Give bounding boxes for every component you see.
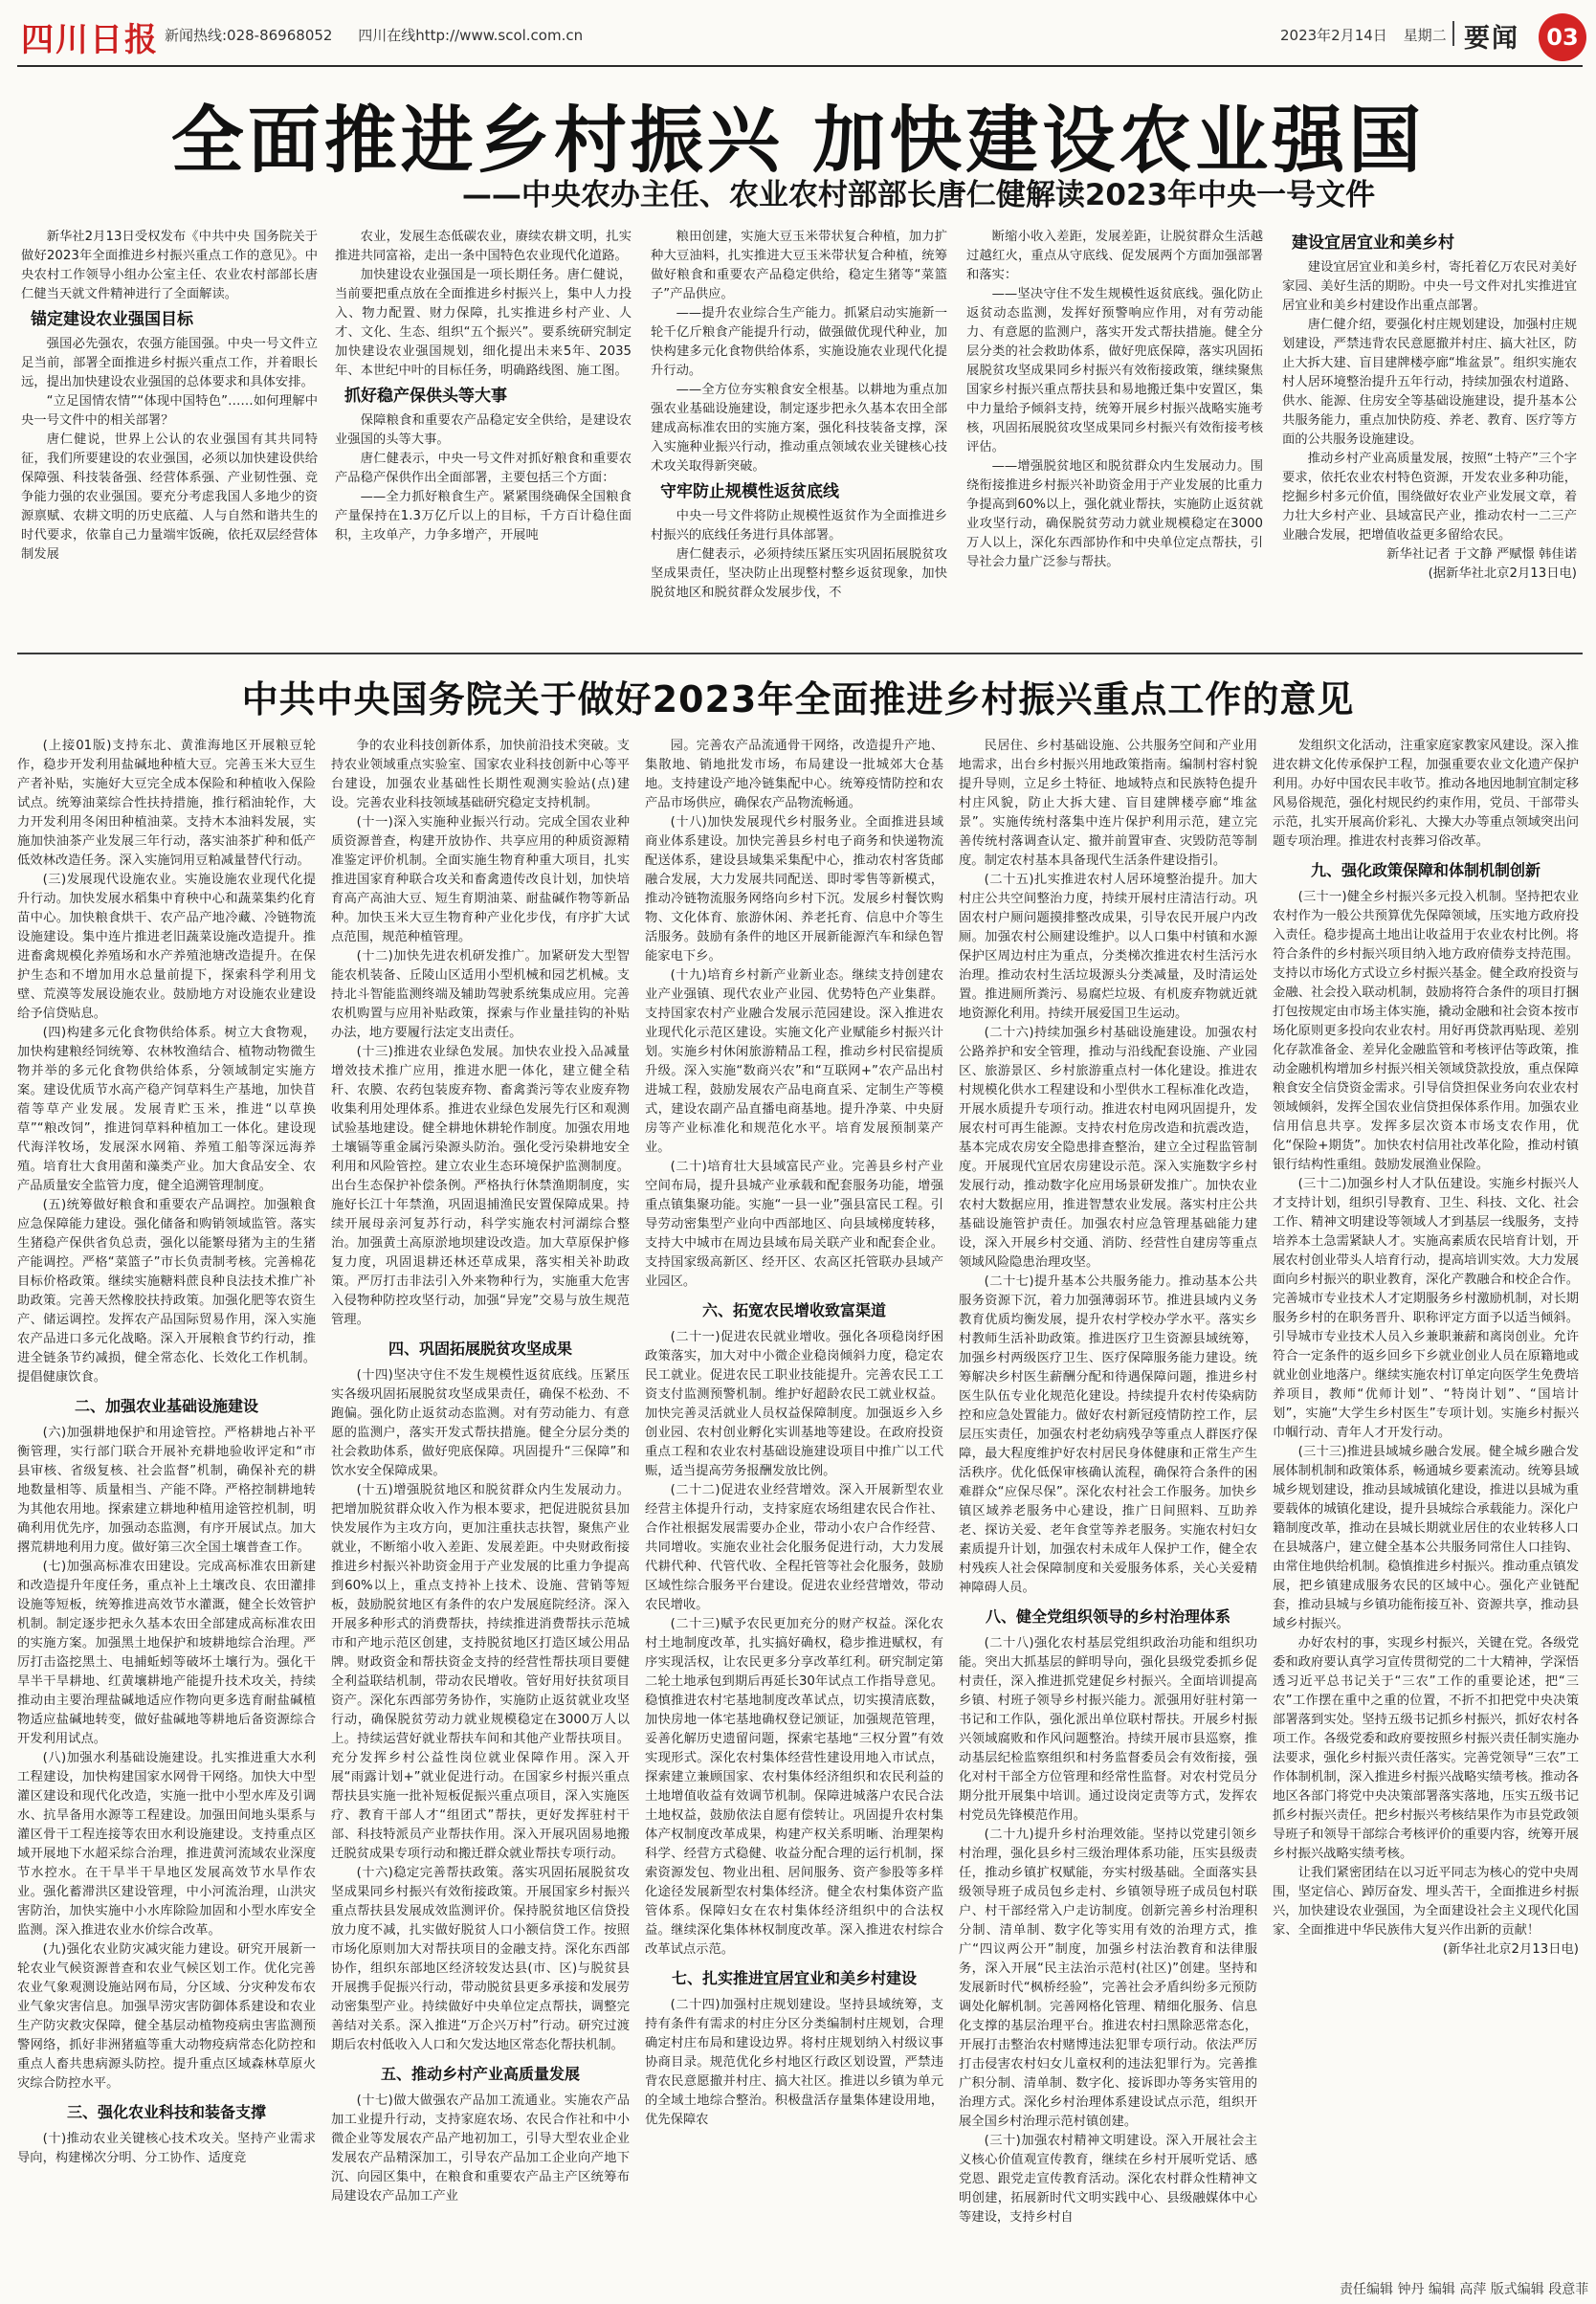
lead-section-heading: 建设宜居宜业和美乡村 (1292, 233, 1454, 253)
page-number-badge: 03 (1539, 13, 1586, 61)
masthead (0, 0, 1596, 69)
doc-paragraph: (二十八)强化农村基层党组织政治功能和组织功能。突出大抓基层的鲜明导向，强化县级党委抓乡促村责任，深入推进抓党建促乡村振兴。全面培训提高乡镇、村班子领导乡村振兴能力。派强用好驻村第一书记和工作队，强化派出单位联村帮扶。开展乡村振兴领域腐败和作风问题整治。持续开展市县巡察，推动基层纪检监察组织和村务监督委员会有效衔接，强化对村干部全方位管理和经常性监督。对农村党员分期分批开展集中培训。通过设岗定责等方式，发挥农村党员先锋模范作用。 (959, 1636, 1257, 1823)
doc-paragraph: (二十)培育壮大县域富民产业。完善县乡村产业空间布局，提升县城产业承载和配套服务功能，增强重点镇集聚功能。实施“一县一业”强县富民工程。引导劳动密集型产业向中西部地区、向县域梯度转移，支持大中城市在周边县域布局关联产业和配套企业。支持国家级高新区、经开区、农高区托管联办县域产业园区。 (645, 1160, 943, 1289)
doc-section-heading: 二、加强农业基础设施建设 (74, 1397, 258, 1415)
doc-paragraph: (上接01版)支持东北、黄淮海地区开展粮豆轮作，稳步开发利用盐碱地种植大豆。完善玉米大豆生产者补贴，实施好大豆完全成本保险和种植收入保险试点。统筹油菜综合性扶持措施，推行稻油轮作，大力开发利用冬闲田种植油菜。支持木本油料发展，实施加快油茶产业发展三年行动，落实油茶扩种和低产低效林改造任务。深入实施饲用豆粕减量替代行动。 (17, 739, 316, 868)
doc-paragraph: (二十九)提升乡村治理效能。坚持以党建引领乡村治理，强化县乡村三级治理体系功能，压实县级责任，推动乡镇扩权赋能，夯实村级基础。全面落实县级领导班子成员包乡走村、乡镇领导班子成员包村联户、村干部经常入户走访制度。创新完善乡村治理积分制、清单制、数字化等实用有效的治理方式，推广“四议两公开”制度，加强乡村法治教育和法律服务，深入开展“民主法治示范村(社区)”创建。坚持和发展新时代“枫桥经验”，完善社会矛盾纠纷多元预防调处化解机制。完善网格化管理、精细化服务、信息化支撑的基层治理平台。推进农村扫黑除恶常态化，开展打击整治农村赌博违法犯罪专项行动。依法严厉打击侵害农村妇女儿童权利的违法犯罪行为。完善推广积分制、清单制、数字化、接诉即办等务实管用的治理方式。深化乡村治理体系建设试点示范，组织开展全国乡村治理示范村镇创建。 (959, 1828, 1257, 2129)
lead-paragraph: 建设宜居宜业和美乡村，寄托着亿万农民对美好家园、美好生活的期盼。中央一号文件对扎实推进宜居宜业和美乡村建设作出重点部署。 (1282, 260, 1577, 313)
doc-paragraph: 办好农村的事，实现乡村振兴，关键在党。各级党委和政府要认真学习宣传贯彻党的二十大精神，学深悟透习近平总书记关于“三农”工作的重要论述，把“三农”工作摆在重中之重的位置，不折不扣把党中央决策部署落到实处。坚持五级书记抓乡村振兴，抓好农村各项工作。各级党委和政府要按照乡村振兴责任制实施办法要求，强化乡村振兴责任落实。完善党领导“三农”工作体制机制，深入推进乡村振兴战略实绩考核。推动各地区各部门将党中央决策部署落实落地，压实五级书记抓乡村振兴责任。把乡村振兴考核结果作为市县党政领导班子和领导干部综合考核评价的重要内容，统筹开展乡村振兴战略实绩考核。 (1273, 1636, 1579, 1861)
lead-paragraph: 加快建设农业强国是一项长期任务。唐仁健说，当前要把重点放在全面推进乡村振兴上，集中人力投入、物力配置、财力保障，扎实推进乡村产业、人才、文化、生态、组织“五个振兴”。要系统研究制定加快建设农业强国规划，细化提出未来5年、2035年、本世纪中叶的目标任务，明确路线图、施工图。 (335, 268, 632, 378)
doc-paragraph: 让我们紧密团结在以习近平同志为核心的党中央周围，坚定信心、踔厉奋发、埋头苦干，全面推进乡村振兴，加快建设农业强国，为全面建设社会主义现代化国家、全面推进中华民族伟大复兴作出新的贡献！ (1273, 1866, 1579, 1938)
dateline-source: (据新华社北京2月13日电) (1428, 566, 1577, 581)
doc-column-1 (17, 737, 316, 2271)
lead-paragraph: ——全方位夯实粮食安全根基。以耕地为重点加强农业基础设施建设，制定逐步把永久基本农田全部建成高标准农田的实施方案，强化科技装备支撑，深入实施种业振兴行动，推动重点领域农业关键核心技术攻关取得新突破。 (651, 383, 947, 474)
doc-paragraph: (二十七)提升基本公共服务能力。推动基本公共服务资源下沉，着力加强薄弱环节。推进县域内义务教育优质均衡发展，提升农村学校办学水平。落实乡村教师生活补助政策。推进医疗卫生资源县域统筹，加强乡村两级医疗卫生、医疗保障服务能力建设。统筹解决乡村医生薪酬分配和待遇保障问题，推进乡村医生队伍专业化规范化建设。持续提升农村传染病防控和应急处置能力。做好农村新冠疫情防控工作，层层压实责任，加强农村老幼病残孕等重点人群医疗保障，最大程度维护好农村居民身体健康和正常生产生活秩序。优化低保审核确认流程，确保符合条件的困难群众“应保尽保”。深化农村社会工作服务。加快乡镇区域养老服务中心建设，推广日间照料、互助养老、探访关爱、老年食堂等养老服务。实施农村妇女素质提升计划，加强农村未成年人保护工作，健全农村残疾人社会保障制度和关爱服务体系，关心关爱精神障碍人员。 (959, 1274, 1257, 1595)
lead-paragraph: 唐仁健表示，必须持续压紧压实巩固拓展脱贫攻坚成果责任，坚决防止出现整村整乡返贫现象，加快脱贫地区和脱贫群众发展步伐，不 (651, 547, 947, 600)
doc-paragraph: 发组织文化活动，注重家庭家教家风建设。深入推进农耕文化传承保护工程，加强重要农业文化遗产保护利用。办好中国农民丰收节。推动各地因地制宜制定移风易俗规范，强化村规民约约束作用，党员、干部带头示范，扎实开展高价彩礼、大操大办等重点领域突出问题专项治理。推进农村丧葬习俗改革。 (1273, 739, 1579, 849)
doc-paragraph: (三十三)推进县域城乡融合发展。健全城乡融合发展体制机制和政策体系，畅通城乡要素流动。统筹县域城乡规划建设，推动县域城镇化建设，推进以县城为重要载体的城镇化建设，提升县城综合承载能力。深化户籍制度改革，推动在县城长期就业居住的农业转移人口在县城落户，建立健全基本公共服务同常住人口挂钩、由常住地供给机制。稳慎推进乡村振兴。推动重点镇发展，把乡镇建成服务农民的区域中心。强化产业链配套，推动县城与乡镇功能衔接互补、资源共享，推动县域乡村振兴。 (1273, 1445, 1579, 1631)
lead-column-1 (21, 228, 318, 641)
doc-paragraph: (二十三)赋予农民更加充分的财产权益。深化农村土地制度改革，扎实搞好确权，稳步推进赋权，有序实现活权，让农民更多分享改革红利。研究制定第二轮土地承包到期后再延长30年试点工作指导意见。稳慎推进农村宅基地制度改革试点，切实摸清底数，加快房地一体宅基地确权登记颁证，加强规范管理，妥善化解历史遗留问题，探索宅基地“三权分置”有效实现形式。深化农村集体经营性建设用地入市试点，探索建立兼顾国家、农村集体经济组织和农民利益的土地增值收益有效调节机制。保障进城落户农民合法土地权益，鼓励依法自愿有偿转让。巩固提升农村集体产权制度改革成果，构建产权关系明晰、治理架构科学、经营方式稳健、收益分配合理的运行机制，探索资源发包、物业出租、居间服务、资产参股等多样化途径发展新型农村集体经济。健全农村集体资产监管体系。保障妇女在农村集体经济组织中的合法权益。继续深化集体林权制度改革。深入推进农村综合改革试点示范。 (645, 1617, 943, 1957)
doc-paragraph: (二十二)促进农业经营增效。深入开展新型农业经营主体提升行动，支持家庭农场组建农民合作社、合作社根据发展需要办企业，带动小农户合作经营、共同增收。实施农业社会化服务促进行动，大力发展代耕代种、代管代收、全程托管等社会化服务，鼓励区域性综合服务平台建设。促进农业经营增效，带动农民增收。 (645, 1483, 943, 1612)
doc-paragraph: (二十四)加强村庄规划建设。坚持县域统筹，支持有条件有需求的村庄分区分类编制村庄规划，合理确定村庄布局和建设边界。将村庄规划纳入村级议事协商目录。规范优化乡村地区行政区划设置，严禁违背农民意愿撤并村庄、搞大社区。推进以乡镇为单元的全域土地综合整治。积极盘活存量集体建设用地，优先保障农 (645, 1998, 943, 2127)
doc-paragraph: (十八)加快发展现代乡村服务业。全面推进县域商业体系建设。加快完善县乡村电子商务和快递物流配送体系，建设县域集采集配中心，推动农村客货邮融合发展，大力发展共同配送、即时零售等新模式，推动冷链物流服务网络向乡村下沉。发展乡村餐饮购物、文化体育、旅游休闲、养老托育、信息中介等生活服务。鼓励有条件的地区开展新能源汽车和绿色智能家电下乡。 (645, 815, 943, 964)
doc-paragraph: 园。完善农产品流通骨干网络，改造提升产地、集散地、销地批发市场，布局建设一批城郊大仓基地。支持建设产地冷链集配中心。统筹疫情防控和农产品市场供应，确保农产品物流畅通。 (645, 739, 943, 810)
lead-paragraph: 保障粮食和重要农产品稳定安全供给，是建设农业强国的头等大事。 (335, 413, 632, 447)
doc-section-heading: 六、拓宽农民增收致富渠道 (701, 1301, 886, 1319)
issue-date (1280, 25, 1447, 45)
doc-paragraph: (十)推动农业关键核心技术攻关。坚持产业需求导向，构建梯次分明、分工协作、适度竞 (17, 2132, 316, 2165)
lead-column-3 (651, 228, 947, 641)
doc-column-5 (1273, 737, 1579, 2271)
lead-section-heading: 守牢防止规模性返贫底线 (660, 482, 839, 501)
lead-paragraph: ——全力抓好粮食生产。紧紧围绕确保全国粮食产量保持在1.3万亿斤以上的目标，千方百计稳住面积，主攻单产，力争多增产，开展吨 (335, 490, 632, 543)
lead-paragraph: “立足国情农情”“体现中国特色”……如何理解中央一号文件中的相关部署？ (21, 394, 318, 428)
article-divider (17, 653, 1583, 654)
doc-paragraph: (十九)培育乡村新产业新业态。继续支持创建农业产业强镇、现代农业产业园、优势特色产业集群。支持国家农村产业融合发展示范园建设。深入推进农业现代化示范区建设。实施文化产业赋能乡村振兴计划。实施乡村休闲旅游精品工程，推动乡村民宿提质升级。深入实施“数商兴农”和“互联网+”农产品出村进城工程，鼓励发展农产品电商直采、定制生产等模式，建设农副产品直播电商基地。提升净菜、中央厨房等产业标准化和规范化水平。培育发展预制菜产业。 (645, 968, 943, 1155)
doc-paragraph: (十五)增强脱贫地区和脱贫群众内生发展动力。把增加脱贫群众收入作为根本要求，把促进脱贫县加快发展作为主攻方向，更加注重扶志扶智，聚焦产业就业，不断缩小收入差距、发展差距。中央财政衔接推进乡村振兴补助资金用于产业发展的比重力争提高到60%以上，重点支持补上技术、设施、营销等短板，鼓励脱贫地区有条件的农户发展庭院经济。深入开展多种形式的消费帮扶，持续推进消费帮扶示范城市和产地示范区创建，支持脱贫地区打造区域公用品牌。财政资金和帮扶资金支持的经营性帮扶项目要健全利益联结机制，带动农民增收。管好用好扶贫项目资产。深化东西部劳务协作，实施防止返贫就业攻坚行动，确保脱贫劳动力就业规模稳定在3000万人以上。持续运营好就业帮扶车间和其他产业帮扶项目。充分发挥乡村公益性岗位就业保障作用。深入开展“雨露计划+”就业促进行动。在国家乡村振兴重点帮扶县实施一批补短板促振兴重点项目，深入实施医疗、教育干部人才“组团式”帮扶，更好发挥驻村干部、科技特派员产业帮扶作用。深入开展巩固易地搬迁脱贫成果专项行动和搬迁群众就业帮扶专项行动。 (331, 1483, 630, 1861)
doc-paragraph: 争的农业科技创新体系，加快前沿技术突破。支持农业领域重点实验室、国家农业科技创新中心等平台建设，加强农业基础性长期性观测实验站(点)建设。完善农业科技领域基础研究稳定支持机制。 (331, 739, 630, 810)
lead-paragraph: 中央一号文件将防止规模性返贫作为全面推进乡村振兴的底线任务进行具体部署。 (651, 509, 947, 543)
document-title: 中共中央国务院关于做好2023年全面推进乡村振兴重点工作的意见 (241, 678, 1355, 720)
lead-paragraph: 唐仁健表示，中央一号文件对抓好粮食和重要农产品稳产保供作出全面部署，主要包括三个方面： (335, 452, 632, 485)
doc-paragraph: (二十一)促进农民就业增收。强化各项稳岗纾困政策落实，加大对中小微企业稳岗倾斜力度，稳定农民工就业。促进农民工职业技能提升。完善农民工工资支付监测预警机制。维护好超龄农民工就业权益。加快完善灵活就业人员权益保障制度。加强返乡入乡创业园、农村创业孵化实训基地等建设。在政府投资重点工程和农业农村基础设施建设项目中推广以工代赈，适当提高劳务报酬发放比例。 (645, 1330, 943, 1478)
date-text: 2023年2月14日 (1280, 27, 1387, 44)
lead-paragraph: 推动乡村产业高质量发展，按照“土特产”三个字要求，依托农业农村特色资源，开发农业多种功能，挖掘乡村多元价值，围绕做好农业产业发展文章，着力壮大乡村产业、县域富民产业，推动农村一二三产业融合发展，把增值收益更多留给农民。 (1282, 452, 1577, 543)
doc-section-heading: 四、巩固拓展脱贫攻坚成果 (388, 1340, 572, 1358)
doc-section-heading: 八、健全党组织领导的乡村治理体系 (985, 1607, 1230, 1626)
lead-paragraph: 粮田创建，实施大豆玉米带状复合种植，加力扩种大豆油料，扎实推进大豆玉米带状复合种植，统筹做好粮食和重要农产品稳定供给，稳定生猪等“菜篮子”产品供应。 (651, 230, 947, 301)
doc-paragraph: (三十二)加强乡村人才队伍建设。实施乡村振兴人才支持计划，组织引导教育、卫生、科技、文化、社会工作、精神文明建设等领域人才到基层一线服务，支持培养本土急需紧缺人才。实施高素质农民培育计划，开展农村创业带头人培育行动，提高培训实效。大力发展面向乡村振兴的职业教育，深化产教融合和校企合作。完善城市专业技术人才定期服务乡村激励机制，对长期服务乡村的在职务晋升、职称评定方面予以适当倾斜。引导城市专业技术人员入乡兼职兼薪和离岗创业。允许符合一定条件的返乡回乡下乡就业创业人员在原籍地或就业创业地落户。继续实施农村订单定向医学生免费培养项目，教师“优师计划”、“特岗计划”、“国培计划”，实施“大学生乡村医生”专项计划。实施乡村振兴巾帼行动、青年人才开发行动。 (1273, 1177, 1579, 1440)
doc-paragraph: (三十一)健全乡村振兴多元投入机制。坚持把农业农村作为一般公共预算优先保障领域，压实地方政府投入责任。稳步提高土地出让收益用于农业农村比例。将符合条件的乡村振兴项目纳入地方政府债券支持范围。支持以市场化方式设立乡村振兴基金。健全政府投资与金融、社会投入联动机制，鼓励将符合条件的项目打捆打包按规定由市场主体实施，撬动金融和社会资本按市场化原则更多投向农业农村。用好再贷款再贴现、差别化存款准备金、差异化金融监管和考核评估等政策，推动金融机构增加乡村振兴相关领域贷款投放，重点保障粮食安全信贷资金需求。引导信贷担保业务向农业农村领域倾斜，发挥全国农业信贷担保体系作用。加强农业信用信息共享。发挥多层次资本市场支农作用，优化“保险+期货”。加快农村信用社改革化险，推动村镇银行结构性重组。鼓励发展渔业保险。 (1273, 890, 1579, 1172)
doc-paragraph: (十一)深入实施种业振兴行动。完成全国农业种质资源普查，构建开放协作、共享应用的种质资源精准鉴定评价机制。全面实施生物育种重大项目，扎实推进国家育种联合攻关和畜禽遗传改良计划，加快培育高产高油大豆、短生育期油菜、耐盐碱作物等新品种。加快玉米大豆生物育种产业化步伐，有序扩大试点范围，规范种植管理。 (331, 815, 630, 944)
doc-paragraph: (十四)坚决守住不发生规模性返贫底线。压紧压实各级巩固拓展脱贫攻坚成果责任，确保不松劲、不跑偏。强化防止返贫动态监测。对有劳动能力、有意愿的监测户，落实开发式帮扶措施。健全分层分类的社会救助体系，做好兜底保障。巩固提升“三保障”和饮水安全保障成果。 (331, 1368, 630, 1478)
doc-paragraph: (十七)做大做强农产品加工流通业。实施农产品加工业提升行动，支持家庭农场、农民合作社和中小微企业等发展农产品产地初加工，引导大型农业企业发展农产品精深加工，引导农产品加工企业向产地下沉、向园区集中，在粮食和重要农产品主产区统筹布局建设农产品加工产业 (331, 2094, 630, 2204)
doc-paragraph: (三十)加强农村精神文明建设。深入开展社会主义核心价值观宣传教育，继续在乡村开展听党话、感党恩、跟党走宣传教育活动。深化农村群众性精神文明创建，拓展新时代文明实践中心、县级融媒体中心等建设，支持乡村自 (959, 2134, 1257, 2225)
doc-section-heading: 三、强化农业科技和装备支撑 (66, 2103, 266, 2121)
doc-paragraph: (九)强化农业防灾减灾能力建设。研究开展新一轮农业气候资源普查和农业气候区划工作。优化完善农业气象观测设施站网布局，分区域、分灾种发布农业气象灾害信息。加强旱涝灾害防御体系建设和农业生产防灾救灾保障，健全基层动植物疫病虫害监测预警网络，抓好非洲猪瘟等重大动物疫病常态化防控和重点人畜共患病源头防控。提升重点区域森林草原火灾综合防控水平。 (17, 1942, 316, 2091)
doc-column-2 (331, 737, 630, 2271)
lead-column-4 (966, 228, 1263, 641)
doc-paragraph: (八)加强水利基础设施建设。扎实推进重大水利工程建设，加快构建国家水网骨干网络。加快大中型灌区建设和现代化改造，实施一批中小型水库及引调水、抗旱备用水源等工程建设。加强田间地头渠系与灌区骨干工程连接等农田水利设施建设。支持重点区域开展地下水超采综合治理，推进黄河流域农业深度节水控水。在干旱半干旱地区发展高效节水旱作农业。强化蓄滞洪区建设管理，中小河流治理，山洪灾害防治，加快实施中小水库除险加固和小型水库安全监测。深入推进农业水价综合改革。 (17, 1751, 316, 1938)
lead-paragraph: ——提升农业综合生产能力。抓紧启动实施新一轮千亿斤粮食产能提升行动，做强做优现代种业，加快构建多元化食物供给体系，实施设施农业现代化提升行动。 (651, 306, 947, 378)
doc-paragraph: (二十六)持续加强乡村基础设施建设。加强农村公路养护和安全管理，推动与沿线配套设施、产业园区、旅游景区、乡村旅游重点村一体化建设。推进农村规模化供水工程建设和小型供水工程标准化改造，开展水质提升专项行动。推进农村电网巩固提升，发展农村可再生能源。支持农村危房改造和抗震改造，基本完成农房安全隐患排查整治，建立全过程监管制度。开展现代宜居农房建设示范。深入实施数字乡村发展行动，推动数字化应用场景研发推广。加快农业农村大数据应用，推进智慧农业发展。落实村庄公共基础设施管护责任。加强农村应急管理基础能力建设，深入开展乡村交通、消防、经营性自建房等重点领域风险隐患治理攻坚。 (959, 1026, 1257, 1270)
news-hotline: 新闻热线:028-86968052 (165, 27, 333, 44)
lead-paragraph: 断缩小收入差距，发展差距，让脱贫群众生活越过越红火，重点从守底线、促发展两个方面加强部署和落实： (966, 230, 1263, 282)
doc-column-3 (645, 737, 943, 2271)
doc-section-heading: 五、推动乡村产业高质量发展 (380, 2065, 580, 2083)
lead-paragraph: ——增强脱贫地区和脱贫群众内生发展动力。围绕衔接推进乡村振兴补助资金用于产业发展的比重力争提高到60%以上，强化就业帮扶，实施防止返贫就业攻坚行动，确保脱贫劳动力就业规模稳定在3000万人以上，深化东西部协作和中央单位定点帮扶，引导社会力量广泛参与帮扶。 (966, 459, 1263, 569)
masthead-info (165, 25, 604, 45)
doc-paragraph: 民居住、乡村基础设施、公共服务空间和产业用地需求，出台乡村振兴用地政策指南。编制村容村貌提升导则，立足乡土特征、地域特点和民族特色提升村庄风貌，防止大拆大建、盲目建牌楼亭廊“堆盆景”。实施传统村落集中连片保护利用示范，建立完善传统村落调查认定、撤并前置审查、灾毁防范等制度。制定农村基本具备现代生活条件建设指引。 (959, 739, 1257, 868)
lead-column-2 (335, 228, 632, 641)
doc-paragraph: (十三)推进农业绿色发展。加快农业投入品减量增效技术推广应用，推进水肥一体化，建立健全秸秆、农膜、农药包装废弃物、畜禽粪污等农业废弃物收集利用处理体系。推进农业绿色发展先行区和观测试验基地建设。健全耕地休耕轮作制度。加强农用地土壤镉等重金属污染源头防治。强化受污染耕地安全利用和风险管控。建立农业生态环境保护监测制度。出台生态保护补偿条例。严格执行休禁渔期制度，实施好长江十年禁渔，巩固退捕渔民安置保障成果。持续开展母亲河复苏行动，科学实施农村河湖综合整治。加强黄土高原淤地坝建设改造。加大草原保护修复力度，巩固退耕还林还草成果，落实相关补助政策。严厉打击非法引入外来物种行为，实施重大危害入侵物种防控攻坚行动，加强“异宠”交易与放生规范管理。 (331, 1045, 630, 1327)
newspaper-logo: 四川日报 (21, 21, 159, 59)
doc-paragraph: (五)统筹做好粮食和重要农产品调控。加强粮食应急保障能力建设。强化储备和购销领域监管。落实生猪稳产保供省负总责，强化以能繁母猪为主的生猪产能调控。严格“菜篮子”市长负责制考核。完善棉花目标价格政策。继续实施糖料蔗良种良法技术推广补助政策。完善天然橡胶扶持政策。加强化肥等农资生产、储运调控。发挥农产品国际贸易作用，深入实施农产品进口多元化战略。深入开展粮食节约行动，推进全链条节约减损，健全常态化、长效化工作机制。提倡健康饮食。 (17, 1198, 316, 1385)
doc-paragraph: (六)加强耕地保护和用途管控。严格耕地占补平衡管理，实行部门联合开展补充耕地验收评定和“市县审核、省级复核、社会监督”机制，确保补充的耕地数量相等、质量相当、产能不降。严格控制耕地转为其他农用地。探索建立耕地种植用途管控机制，明确利用优先序，加强动态监测，有序开展试点。加大撂荒耕地利用力度。做好第三次全国土壤普查工作。 (17, 1426, 316, 1555)
lead-paragraph: 唐仁健介绍，要强化村庄规划建设，加强村庄规划建设，严禁违背农民意愿撤并村庄、搞大社区，防止大拆大建、盲目建牌楼亭廊“堆盆景”。组织实施农村人居环境整治提升五年行动，持续加强农村道路、供水、能源、住房安全等基础设施建设，提升基本公共服务能力，重点加快防疫、养老、教育、医疗等方面的公共服务设施建设。 (1282, 318, 1577, 447)
lead-headline: 全面推进乡村振兴 加快建设农业强国 (170, 98, 1426, 183)
lead-paragraph: 新华社2月13日受权发布《中共中央 国务院关于做好2023年全面推进乡村振兴重点工作的意见》。中央农村工作领导小组办公室主任、农业农村部部长唐仁健当天就文件精神进行了全面解读。 (21, 230, 318, 301)
lead-section-heading: 锚定建设农业强国目标 (31, 310, 193, 329)
lead-paragraph: ——坚决守住不发生规模性返贫底线。强化防止返贫动态监测，发挥好预警响应作用，对有劳动能力、有意愿的监测户，落实开发式帮扶措施。健全分层分类的社会救助体系，做好兜底保障，落实巩固拓展脱贫攻坚成果同乡村振兴有效衔接政策，继续聚焦国家乡村振兴重点帮扶县和易地搬迁集中安置区，集中力量给予倾斜支持，统筹开展乡村振兴战略实施考核，巩固拓展脱贫攻坚成果同乡村振兴有效衔接考核评估。 (966, 287, 1263, 454)
doc-section-heading: 七、扎实推进宜居宜业和美乡村建设 (671, 1969, 917, 1987)
doc-paragraph: (二十五)扎实推进农村人居环境整治提升。加大村庄公共空间整治力度，持续开展村庄清洁行动。巩固农村户厕问题摸排整改成果，引导农民开展户内改厕。加强农村公厕建设维护。以人口集中村镇和水源保护区周边村庄为重点，分类梯次推进农村生活污水治理。推动农村生活垃圾源头分类减量，及时清运处置。推进厕所粪污、易腐烂垃圾、有机废弃物就近就地资源化利用。持续开展爱国卫生运动。 (959, 873, 1257, 1021)
doc-paragraph: (四)构建多元化食物供给体系。树立大食物观，加快构建粮经饲统筹、农林牧渔结合、植物动物微生物并举的多元化食物供给体系，分领域制定实施方案。建设优质节水高产稳产饲草料生产基地，加快苜蓿等草产业发展。发展青贮玉米，推进“以草换草”“粮改饲”，推进饲草料种植加工一体化。建设现代海洋牧场，发展深水网箱、养殖工船等深远海养殖。培育壮大食用菌和藻类产业。加大食品安全、农产品质量安全监管力度，健全追溯管理制度。 (17, 1026, 316, 1193)
doc-paragraph: (七)加强高标准农田建设。完成高标准农田新建和改造提升年度任务，重点补上土壤改良、农田灌排设施等短板，统筹推进高效节水灌溉，健全长效管护机制。制定逐步把永久基本农田全部建成高标准农田的实施方案。加强黑土地保护和坡耕地综合治理。严厉打击盗挖黑土、电捕蚯蚓等破坏土壤行为。强化干旱半干旱耕地、红黄壤耕地产能提升技术攻关，持续推动由主要治理盐碱地适应作物向更多选育耐盐碱植物适应盐碱地转变，做好盐碱地等耕地后备资源综合开发利用试点。 (17, 1560, 316, 1746)
lead-column-5 (1282, 228, 1577, 641)
lead-section-heading: 抓好稳产保供头等大事 (344, 387, 507, 406)
doc-section-heading: 九、强化政策保障和体制机制创新 (1310, 861, 1541, 879)
website-link[interactable]: 四川在线http://www.scol.com.cn (358, 27, 584, 44)
doc-paragraph: (三)发展现代设施农业。实施设施农业现代化提升行动。加快发展水稻集中育秧中心和蔬菜集约化育苗中心。加快粮食烘干、农产品产地冷藏、冷链物流设施建设。集中连片推进老旧蔬菜设施改造提升。推进畜禽规模化养殖场和水产养殖池塘改造提升。在保护生态和不增加用水总量前提下，探索科学利用戈壁、荒漠等发展设施农业。鼓励地方对设施农业建设给予信贷贴息。 (17, 873, 316, 1021)
reporter-byline: 新华社记者 于文静 严赋憬 韩佳诺 (1386, 547, 1577, 562)
lead-paragraph: 农业，发展生态低碳农业，赓续农耕文明，扎实推进共同富裕，走出一条中国特色农业现代化道路。 (335, 230, 632, 263)
weekday-text: 星期二 (1403, 27, 1447, 44)
lead-paragraph: 强国必先强农，农强方能国强。中央一号文件立足当前，部署全面推进乡村振兴重点工作，并着眼长远，提出加快建设农业强国的总体要求和具体安排。 (21, 337, 318, 389)
lead-subhead: ——中央农办主任、农业农村部部长唐仁健解读2023年中央一号文件 (461, 178, 1376, 212)
dateline-source: (新华社北京2月13日电) (1442, 1942, 1579, 1957)
editor-credits: 责任编辑 钟丹 编辑 高萍 版式编辑 段意菲 (1340, 2282, 1589, 2297)
doc-paragraph: (十六)稳定完善帮扶政策。落实巩固拓展脱贫攻坚成果同乡村振兴有效衔接政策。开展国家乡村振兴重点帮扶县发展成效监测评价。保持脱贫地区信贷投放力度不减，扎实做好脱贫人口小额信贷工作。按照市场化原则加大对帮扶项目的金融支持。深化东西部协作，组织东部地区经济较发达县(市、区)与脱贫县开展携手促振兴行动，带动脱贫县更多承接和发展劳动密集型产业。持续做好中央单位定点帮扶，调整完善结对关系。深入推进“万企兴万村”行动。研究过渡期后农村低收入人口和欠发达地区常态化帮扶机制。 (331, 1866, 630, 2052)
section-name: 要闻 (1464, 17, 1519, 55)
doc-column-4 (959, 737, 1257, 2271)
lead-paragraph: 唐仁健说，世界上公认的农业强国有其共同特征，我们所要建设的农业强国，必须以加快建设供给保障强、科技装备强、经营体系强、产业韧性强、竞争能力强的农业强国。要充分考虑我国人多地少的资源禀赋、农耕文明的历史底蕴、人与自然和谐共生的时代要求，依靠自己力量端牢饭碗，依托双层经营体制发展 (21, 432, 318, 562)
doc-paragraph: (十二)加快先进农机研发推广。加紧研发大型智能农机装备、丘陵山区适用小型机械和园艺机械。支持北斗智能监测终端及辅助驾驶系统集成应用。完善农机购置与应用补贴政策，探索与作业量挂钩的补贴办法，地方要履行法定支出责任。 (331, 949, 630, 1040)
masthead-rule (17, 65, 1583, 67)
